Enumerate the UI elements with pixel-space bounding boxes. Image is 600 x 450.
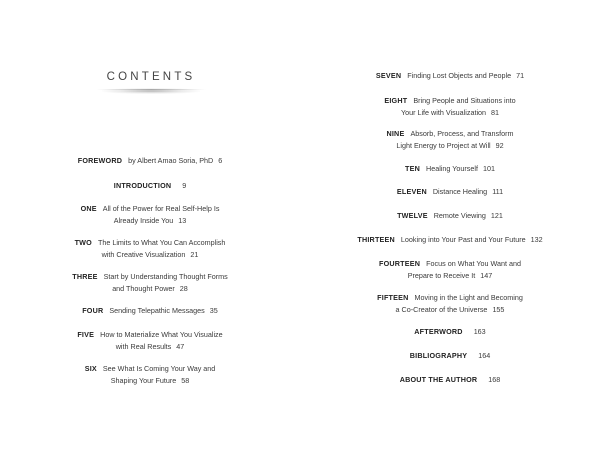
chapter-number: FOUR [82,306,104,315]
toc-entry-first-line [81,204,220,213]
toc-entry-first-line [376,71,524,80]
toc-entry [340,186,560,198]
toc-entry-first-line [357,235,542,244]
page-number: 147 [480,270,493,280]
toc-entry-second-line [40,215,260,227]
toc-entry-first-line [397,211,503,220]
toc-entry [340,350,560,362]
contents-heading [96,64,206,90]
chapter-number: TWELVE [397,211,428,220]
chapter-number: BIBLIOGRAPHY [409,351,468,360]
chapter-title: Focus on What You Want and [426,259,521,268]
chapter-title: Healing Yourself [426,164,478,173]
chapter-number: THIRTEEN [357,235,395,244]
toc-entry-first-line [379,259,521,268]
chapter-title: by Albert Amao Soria, PhD [128,156,214,165]
toc-entry-second-line [340,107,560,119]
toc-entry [340,128,560,151]
page-number: 163 [473,327,486,336]
page-number: 168 [488,375,501,384]
chapter-title-continued: a Co-Creator of the Universe [395,304,488,314]
toc-entry [340,258,560,281]
chapter-number: TWO [74,238,92,247]
chapter-title: Looking into Your Past and Your Future [400,235,526,244]
chapter-title-continued: Your Life with Visualization [400,107,487,117]
toc-entry-first-line [78,156,222,165]
toc-entry [340,70,560,82]
page-number: 132 [530,235,543,244]
chapter-number: FIVE [77,330,95,339]
page-number: 21 [190,249,199,259]
chapter-title-continued: Already Inside You [113,215,174,225]
chapter-title: The Limits to What You Can Accomplish [97,238,226,247]
chapter-number: AFTERWORD [414,327,463,336]
toc-entry-first-line [85,364,216,373]
chapter-number: SIX [84,364,97,373]
heading-rule [96,89,206,90]
toc-entry-second-line [40,341,260,353]
toc-entry-first-line [82,306,218,315]
toc-entry-first-line [397,187,503,196]
chapter-title: How to Materialize What You Visualize [100,330,223,339]
toc-entry-first-line [77,330,222,339]
chapter-title: Absorb, Process, and Transform [410,129,514,138]
toc-entry-first-line [405,164,495,173]
toc-entry [340,95,560,118]
chapter-title: All of the Power for Real Self-Help Is [102,204,220,213]
contents-heading-text: CONTENTS [106,71,196,83]
chapter-number: SEVEN [375,71,402,80]
chapter-number: EIGHT [384,96,408,105]
chapter-title-continued: Shaping Your Future [110,375,177,385]
toc-entry-first-line [414,327,485,336]
chapter-title: Sending Telepathic Messages [109,306,205,315]
chapter-title: See What Is Coming Your Way and [102,364,216,373]
chapter-title: Start by Understanding Thought Forms [103,272,228,281]
toc-entry [40,329,260,352]
toc-entry-first-line [400,375,501,384]
chapter-title: Distance Healing [432,187,488,196]
page-number: 35 [209,306,218,315]
page-number: 47 [176,341,185,351]
toc-entry-first-line [72,272,228,281]
chapter-number: ELEVEN [396,187,427,196]
toc-entry [40,271,260,294]
toc-entry [340,234,560,246]
toc-entry [340,374,560,386]
toc-entry-first-line [386,129,513,138]
page-number: 13 [178,215,187,225]
chapter-number: FOREWORD [77,156,123,165]
toc-entry [340,326,560,338]
toc-entry-second-line [340,270,560,282]
toc-entry-first-line [384,96,515,105]
page-number: 121 [490,211,503,220]
chapter-title-continued: Prepare to Receive It [407,270,476,280]
chapter-number: TEN [405,164,421,173]
page-number: 81 [491,107,500,117]
chapter-title-continued: with Creative Visualization [101,249,186,259]
toc-entry-second-line [40,249,260,261]
page-number: 9 [182,181,187,190]
toc-entry-second-line [40,283,260,295]
toc-entry-first-line [75,238,226,247]
toc-entry-second-line [340,140,560,152]
page-number: 71 [516,71,525,80]
chapter-title-continued: with Real Results [115,341,172,351]
chapter-title: Bring People and Situations into [413,96,516,105]
chapter-title-continued: and Thought Power [112,283,175,293]
chapter-number: FOURTEEN [379,259,421,268]
chapter-title: Remote Viewing [433,211,486,220]
page-number: 28 [179,283,188,293]
chapter-number: FIFTEEN [377,293,409,302]
toc-entry [40,363,260,386]
page-number: 111 [492,187,504,196]
page-number: 6 [218,156,223,165]
chapter-title-continued: Light Energy to Project at Will [396,140,491,150]
chapter-number: ONE [80,204,97,213]
chapter-number: INTRODUCTION [113,181,172,190]
toc-entry [340,292,560,315]
page-number: 155 [492,304,505,314]
page-number: 92 [495,140,504,150]
toc-entry-second-line [340,304,560,316]
page-number: 58 [181,375,190,385]
chapter-number: NINE [386,129,405,138]
toc-entry-first-line [377,293,523,302]
toc-entry [40,180,260,192]
chapter-title: Moving in the Light and Becoming [414,293,523,302]
toc-entry [340,163,560,175]
chapter-number: ABOUT THE AUTHOR [399,375,478,384]
chapter-number: THREE [72,272,98,281]
toc-entry-first-line [114,181,187,190]
page-number: 164 [478,351,491,360]
toc-entry [40,237,260,260]
toc-entry [40,305,260,317]
toc-entry-second-line [40,375,260,387]
toc-entry [40,155,260,167]
toc-entry [40,203,260,226]
page-number: 101 [482,164,495,173]
toc-entry [340,210,560,222]
toc-entry-first-line [410,351,491,360]
chapter-title: Finding Lost Objects and People [407,71,512,80]
